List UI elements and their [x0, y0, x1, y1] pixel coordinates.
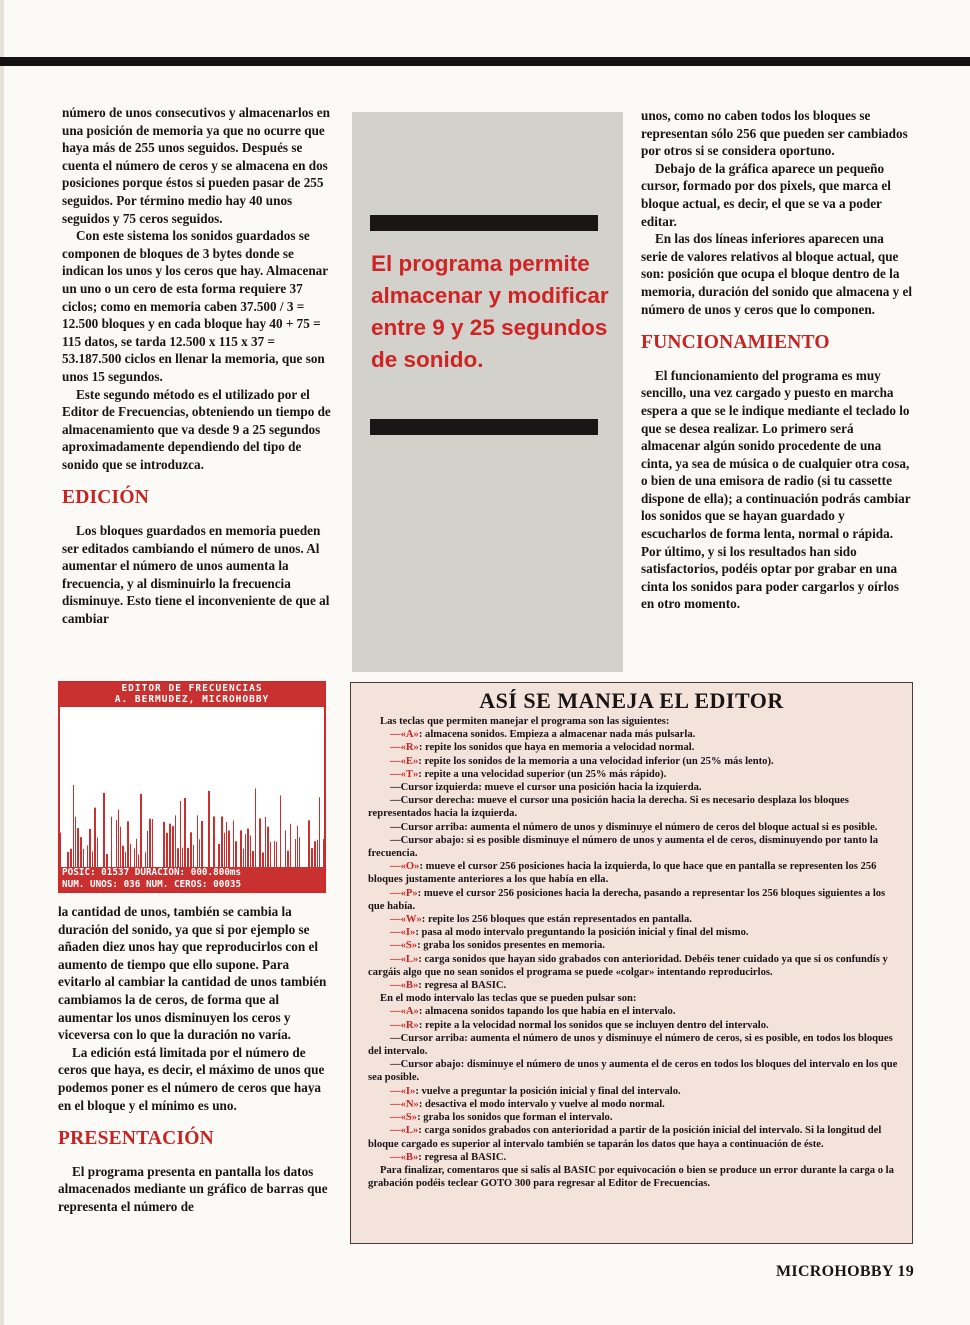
sidebar-item [368, 926, 898, 939]
graph-bar [116, 820, 117, 869]
key-label: —«E» [390, 755, 419, 767]
graph-bar [285, 830, 286, 869]
quote-bar-bottom [370, 419, 598, 435]
sidebar-item [368, 755, 898, 768]
key-description: : graba los sonidos que forman el intervalo. [417, 1112, 613, 1124]
sidebar-item [368, 1019, 898, 1032]
key-description: —Cursor arriba: aumenta el número de unos y disminuye el número de ceros, si es posible, en todos los bloques del intervalo. [368, 1032, 893, 1058]
key-description: : repite los sonidos de la memoria a una velocidad inferior (un 25% más lento). [418, 755, 774, 767]
sidebar-item [368, 1164, 898, 1190]
column-1 [62, 104, 334, 628]
graph-bar [280, 795, 281, 869]
sidebar-intro: Las teclas que permiten manejar el programa son las siguientes: [380, 716, 670, 727]
screenshot-status-line2: NUM. UNOS: 036 NUM. CEROS: 00035 [62, 878, 242, 890]
graph-bar [75, 817, 76, 869]
key-label: —«R» [390, 1019, 419, 1031]
graph-bar [187, 848, 189, 869]
key-label: —«N» [390, 1098, 419, 1110]
heading-edicion: EDICIÓN [62, 487, 149, 509]
sidebar-item [368, 794, 898, 820]
graph-bar [60, 833, 61, 869]
key-description: : regresa al BASIC. [418, 1151, 507, 1163]
graph-bar [152, 819, 153, 869]
graph-bar [314, 841, 316, 869]
sidebar-item [368, 1098, 898, 1111]
key-label: —«T» [390, 768, 419, 780]
key-description: : pasa al modo intervalo preguntando la posición inicial y final del mismo. [415, 927, 749, 939]
key-description: : mueve el cursor 256 posiciones hacia la izquierda, lo que hace que en pantalla se representen los 256 bloques justamente anteriores a los que había en ella. [368, 861, 877, 886]
quote-bar-top [370, 215, 598, 231]
sidebar-item [368, 834, 898, 860]
paragraph: Debajo de la gráfica aparece un pequeño cursor, formado por dos pixels, que marca el bloque actual, es decir, el que se va a poder editar. [641, 160, 891, 229]
sidebar-item [368, 913, 898, 926]
graph-bar [243, 849, 244, 869]
pull-quote [352, 112, 623, 672]
column-1-bottom [58, 903, 330, 1216]
key-description: —Cursor izquierda: mueve el cursor una posición hacia la izquierda. [390, 782, 702, 794]
graph-bar [140, 794, 142, 869]
graph-bar [311, 848, 313, 869]
key-description: : desactiva el modo intervalo y vuelve al modo normal. [418, 1098, 665, 1110]
graph-bar [89, 829, 91, 869]
sidebar-item [368, 741, 898, 754]
graph-bar [224, 833, 225, 869]
top-rule [0, 57, 970, 66]
key-label: —«L» [390, 953, 419, 965]
graph-bar [193, 845, 194, 869]
sidebar-item [368, 992, 898, 1005]
graph-bar [134, 848, 135, 869]
sidebar-item [368, 781, 898, 794]
pull-quote-text: El programa permite almacenar y modificar entre 9 y 25 segundos de sonido. [371, 251, 609, 372]
sidebar-item [368, 821, 898, 834]
screenshot-title-bar [60, 683, 324, 707]
graph-bar [130, 844, 131, 869]
graph-bar [267, 827, 269, 869]
graph-bar [169, 824, 171, 869]
frequency-bar-graph [60, 707, 324, 869]
key-description: —Cursor derecha: mueve el cursor una posición hacia la derecha. Si es necesario desplaza los bloques representados hacia la izquierda. [368, 795, 849, 820]
graph-bar [250, 836, 251, 869]
paragraph: número de unos consecutivos y almacenarlos en una posición de memoria ya que no ocurre que haya más de 255 unos seguidos. Después se cuenta el número de ceros y se almacena en dos posiciones porque éstos si pueden pasar de 255 seguidos. Por término medio hay 40 unos seguidos y 75 ceros seguidos. [62, 105, 330, 226]
graph-bar [177, 848, 179, 869]
graph-bar [245, 834, 246, 869]
paragraph: Con este sistema los sonidos guardados se componen de bloques de 3 bytes donde se indican los unos y los ceros que hay. Almacenar un uno o un cero de esta forma requiere 37 ciclos; como en memoria caben 37.500 / 3 = 12.500 bloques y en cada bloque hay 40 + 75 = 115 datos, se tarda 12.500 x 115 x 37 = 53.187.500 ciclos en llenar la memoria, que son unos 15 segundos. [62, 228, 328, 384]
graph-bar [201, 821, 203, 869]
graph-bar [299, 837, 300, 869]
screenshot-status-line1: POSIC: 01537 DURACION: 000.800ms [62, 867, 242, 878]
key-description: : repite los 256 bloques que están representados en pantalla. [421, 914, 692, 926]
graph-bar [94, 808, 96, 869]
key-label: —«S» [390, 1112, 418, 1124]
graph-bar [180, 801, 181, 869]
key-label: —«S» [390, 940, 418, 952]
sidebar-item [368, 1151, 898, 1164]
paragraph: La edición está limitada por el número de ceros que haya, es decir, el máximo de unos que podemos poner es el número de ceros que haya en el bloque y el mínimo es uno. [58, 1044, 325, 1113]
sidebar-item [368, 887, 898, 913]
sidebar-item [368, 860, 898, 886]
graph-bar [172, 826, 174, 869]
key-description: : carga sonidos que hayan sido grabados con anterioridad. Debéis tener cuidado ya que si os confundís y cargáis algo que no sean sonidos el programa se puede «colgar» intentando reproducirlos. [368, 953, 888, 978]
key-description: : repite los sonidos que haya en memoria a velocidad normal. [418, 742, 695, 754]
graph-bar [240, 830, 242, 869]
graph-bar [208, 791, 210, 869]
graph-bar [213, 816, 215, 869]
key-description: —Cursor abajo: disminuye el número de unos y aumenta el de ceros en todos los bloques del intervalo en los que sea posible. [368, 1059, 898, 1084]
graph-bar [97, 837, 98, 869]
key-description: : regresa al BASIC. [418, 980, 507, 992]
page-footer: MICROHOBBY 19 [776, 1263, 914, 1280]
graph-bar [247, 829, 249, 869]
paragraph: Los bloques guardados en memoria pueden ser editados cambiando el número de unos. Al aumentar el número de unos aumenta la frecuencia, y al disminuirlo la frecuencia disminuye. Esto tiene el inconveniente de que al cambiar [62, 523, 330, 627]
graph-bar [83, 849, 84, 869]
graph-bar [221, 817, 223, 869]
paragraph: El funcionamiento del programa es muy sencillo, una vez cargado y puesto en marcha espera a que se le indique mediante el teclado lo que se desea realizar. Lo primero será almacenar algún sonido procedente de una cinta, ya sea de música o de cualquier otra cosa, o bien de una emisora de radio (si tu cassette dispone de ella); a continuación podrás cambiar los sonidos que se hayan guardado y escucharlos de forma lenta, normal o rápida. Por último, y si los resultados han sido satisfactorios, podéis optar por grabar en una cinta los sonidos para poder cargarlos y oírlos en otro momento. [641, 367, 911, 612]
graph-bar [103, 793, 105, 869]
graph-bar [87, 846, 88, 869]
graph-bar [218, 844, 220, 869]
key-label: —«O» [390, 861, 420, 873]
key-description: : almacena sonidos. Empieza a almacenar nada más pulsarla. [418, 729, 696, 741]
key-description: : carga sonidos grabados con anterioridad a partir de la posición inicial del intervalo. Si la longitud del bloque cargado es superior al intervalo también se taparán los datos que haya a continuación de éste. [368, 1125, 882, 1150]
graph-bar [182, 848, 183, 869]
graph-bar [147, 831, 148, 869]
key-description: Para finalizar, comentaros que si salís al BASIC por equivocación o bien se produce un error durante la carga o la grabación podéis teclear GOTO 300 para regresar al Editor de Frecuencias. [368, 1164, 894, 1190]
key-label: —«L» [390, 1125, 419, 1137]
key-label: —«I» [390, 1085, 416, 1097]
heading-presentacion: PRESENTACIÓN [58, 1128, 214, 1150]
graph-bar [259, 818, 261, 869]
graph-bar [73, 785, 74, 869]
paragraph: En las dos líneas inferiores aparecen una serie de valores relativos al bloque actual, que son: posición que ocupa el bloque dentro de la memoria, duración del sonido que almacena y el número de unos y ceros que lo componen. [641, 231, 913, 317]
graph-bar [190, 832, 192, 869]
graph-bar [297, 826, 298, 869]
key-label: —«B» [390, 980, 419, 992]
key-description: —Cursor abajo: si es posible disminuye el número de unos y aumenta el de ceros, disminuyendo por tanto la frecuencia. [368, 834, 879, 860]
graph-bar [197, 815, 198, 869]
graph-bar [163, 822, 165, 869]
key-label: —«A» [390, 1006, 419, 1018]
graph-bar [274, 841, 275, 869]
key-description: : mueve el cursor 256 posiciones hacia la derecha, pasando a representar los 256 bloques siguientes a los que había. [368, 887, 886, 912]
graph-bar [184, 798, 186, 869]
graph-bar [120, 827, 121, 869]
screenshot-title-line1: EDITOR DE FRECUENCIAS [121, 683, 263, 694]
key-description: : repite a una velocidad superior (un 25% más rápido). [418, 768, 667, 780]
heading-funcionamiento: FUNCIONAMIENTO [641, 332, 830, 354]
graph-bar [175, 815, 176, 869]
sidebar-item [368, 1058, 898, 1084]
graph-bar [136, 839, 137, 869]
sidebar-item [368, 1085, 898, 1098]
paragraph: unos, como no caben todos los bloques se representan sólo 256 que pueden ser cambiados por otros si se considera oportuno. [641, 108, 908, 159]
key-description: : graba los sonidos presentes en memoria. [417, 940, 605, 952]
key-description: : almacena sonidos tapando los que había en el intervalo. [418, 1006, 676, 1018]
graph-bar [118, 810, 119, 869]
graph-bar [255, 788, 256, 869]
key-label: —«I» [390, 927, 416, 939]
key-label: —«R» [390, 742, 419, 754]
sidebar-item [368, 768, 898, 781]
graph-bar [265, 817, 266, 869]
paragraph: El programa presenta en pantalla los datos almacenados mediante un gráfico de barras que representa el número de [58, 1163, 328, 1214]
key-description: : repite a la velocidad normal los sonidos que se incluyen dentro del intervalo. [418, 1019, 769, 1031]
key-label: —«W» [390, 914, 422, 926]
screenshot-title-line2: A. BERMUDEZ, MICROHOBBY [114, 694, 270, 705]
key-description: En el modo intervalo las teclas que se pueden pulsar son: [380, 993, 637, 1005]
graph-bar [111, 817, 112, 869]
sidebar-item [368, 1032, 898, 1058]
graph-bar [70, 849, 72, 869]
sidebar-item [368, 953, 898, 979]
sidebar-item [368, 728, 898, 741]
graph-bar [308, 820, 310, 869]
sidebar-item [368, 979, 898, 992]
sidebar-title: ASÍ SE MANEJA EL EDITOR [479, 688, 784, 713]
graph-bar [317, 840, 318, 869]
paragraph: la cantidad de unos, también se cambia la duración del sonido, ya que si por ejemplo se añaden diez unos hay que reproducirlos con el aumento de tiempo que ello supone. Para evitarlo al cambiar la cantidad de unos también cambiamos la de ceros, de forma que al aumentar los unos disminuyen los ceros y viceversa con lo que la duración no varía. [58, 904, 327, 1043]
graph-bar [228, 831, 230, 869]
graph-bar [149, 819, 151, 869]
sidebar-item [368, 1124, 898, 1150]
sidebar-item [368, 1005, 898, 1018]
graph-bar [127, 821, 129, 869]
sidebar-item [368, 1111, 898, 1124]
screenshot-status-bar [60, 867, 326, 891]
graph-bar [80, 837, 82, 869]
page-edge [0, 0, 4, 1325]
sidebar-item [368, 939, 898, 952]
column-3 [641, 107, 913, 613]
graph-bar [270, 842, 271, 869]
graph-bar [77, 828, 79, 869]
key-label: —«P» [390, 887, 418, 899]
graph-bar [235, 841, 237, 869]
paragraph: Este segundo método es el utilizado por el Editor de Frecuencias, obteniendo un tiempo de almacenamiento que va desde 9 a 25 segundos aproximadamente dependiendo del tipo de sonido que se introduzca. [62, 386, 331, 472]
key-label: —«B» [390, 1151, 419, 1163]
graph-bar [199, 839, 200, 869]
graph-bar [226, 822, 227, 869]
key-description: —Cursor arriba: aumenta el número de unos y disminuye el número de ceros del bloque actual si es posible. [390, 821, 878, 833]
graph-bar [319, 797, 320, 869]
key-description: : vuelve a preguntar la posición inicial y final del intervalo. [415, 1085, 681, 1097]
graph-bar [295, 839, 296, 869]
graph-bar [233, 820, 234, 869]
graph-bar [276, 842, 277, 869]
key-label: —«A» [390, 729, 419, 741]
program-screenshot [58, 681, 326, 893]
graph-bar [122, 846, 124, 869]
sidebar-body [368, 715, 898, 1190]
graph-bar [290, 824, 291, 869]
sidebar-box [350, 682, 913, 1244]
graph-bar [166, 833, 168, 869]
graph-bar [323, 839, 324, 869]
